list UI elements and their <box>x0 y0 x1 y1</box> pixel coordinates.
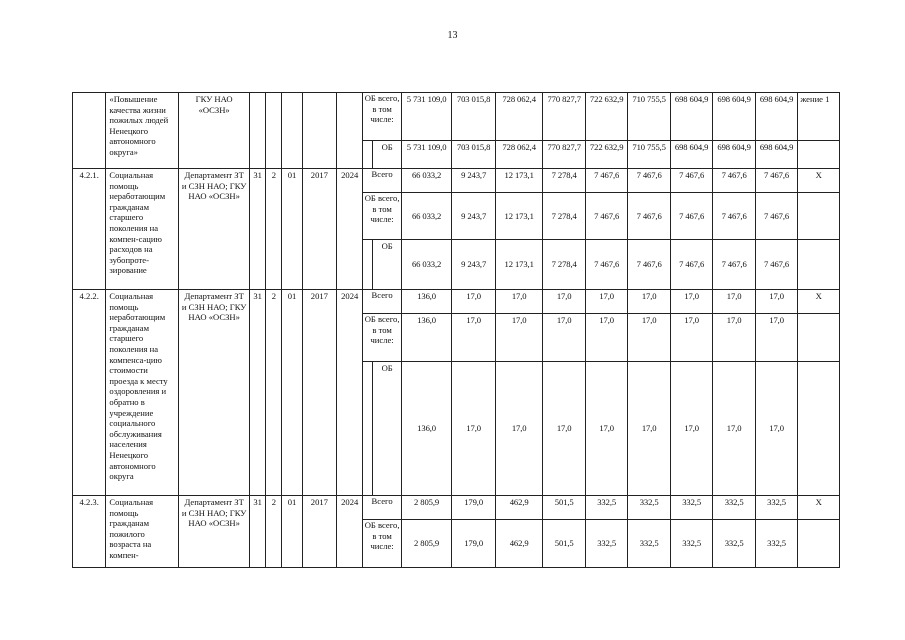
value-cell: 7 467,6 <box>713 240 755 290</box>
value-cell: 722 632,9 <box>585 93 627 141</box>
source-cell: Всего <box>363 290 401 314</box>
value-cell: 136,0 <box>401 314 452 362</box>
value-cell: 7 467,6 <box>585 193 627 240</box>
value-cell: 12 173,1 <box>495 193 543 240</box>
code-cell: 31 <box>250 496 266 568</box>
value-cell: 17,0 <box>452 314 496 362</box>
value-cell: 179,0 <box>452 496 496 520</box>
value-cell: 17,0 <box>628 290 670 314</box>
value-cell: 728 062,4 <box>495 93 543 141</box>
code-cell: 01 <box>282 169 302 290</box>
value-cell: 17,0 <box>543 314 585 362</box>
value-cell: 7 467,6 <box>755 240 797 290</box>
source-cell: ОБ всего, в том числе: <box>363 520 401 568</box>
value-cell: 17,0 <box>713 362 755 496</box>
table-row <box>73 290 840 314</box>
value-cell: 7 467,6 <box>670 169 712 193</box>
value-cell: 17,0 <box>495 362 543 496</box>
row-name: «Повышение качества жизни пожилых людей Ненецкого автономного округа» <box>106 93 179 169</box>
value-cell: 17,0 <box>670 314 712 362</box>
value-cell: 698 604,9 <box>755 93 797 141</box>
value-cell: 501,5 <box>543 496 585 520</box>
value-cell: 462,9 <box>495 520 543 568</box>
code-cell: 2024 <box>337 169 363 290</box>
value-cell: 9 243,7 <box>452 193 496 240</box>
source-cell: ОБ <box>373 240 401 290</box>
value-cell: 332,5 <box>755 520 797 568</box>
value-cell: 332,5 <box>585 520 627 568</box>
value-cell: 7 278,4 <box>543 193 585 240</box>
value-cell: 770 827,7 <box>543 141 585 169</box>
value-cell: 12 173,1 <box>495 240 543 290</box>
row-name: Социальная помощь неработающим гражданам старшего поколения на компен-сацию расходов на зубопроте-зирование <box>106 169 179 290</box>
value-cell: 7 467,6 <box>713 193 755 240</box>
row-executor: Департамент ЗТ и СЗН НАО; ГКУ НАО «ОСЗН» <box>179 290 250 496</box>
row-id <box>73 93 106 169</box>
note-cell <box>798 314 840 362</box>
code-cell: 2024 <box>337 290 363 496</box>
value-cell: 7 467,6 <box>585 169 627 193</box>
value-cell: 7 467,6 <box>628 240 670 290</box>
value-cell: 7 278,4 <box>543 169 585 193</box>
code-cell <box>282 93 302 169</box>
value-cell: 12 173,1 <box>495 169 543 193</box>
code-cell: 31 <box>250 290 266 496</box>
source-indent <box>363 240 373 290</box>
value-cell: 2 805,9 <box>401 520 452 568</box>
note-cell <box>798 520 840 568</box>
value-cell: 17,0 <box>495 290 543 314</box>
source-cell: ОБ <box>373 141 401 169</box>
value-cell: 17,0 <box>585 362 627 496</box>
code-cell: 2017 <box>302 169 336 290</box>
value-cell: 17,0 <box>755 362 797 496</box>
value-cell: 7 467,6 <box>713 169 755 193</box>
value-cell: 332,5 <box>628 496 670 520</box>
code-cell: 01 <box>282 290 302 496</box>
code-cell: 2017 <box>302 290 336 496</box>
value-cell: 7 467,6 <box>755 193 797 240</box>
table-row <box>73 93 840 141</box>
code-cell: 01 <box>282 496 302 568</box>
value-cell: 66 033,2 <box>401 240 452 290</box>
value-cell: 332,5 <box>713 520 755 568</box>
note-cell <box>798 193 840 240</box>
value-cell: 17,0 <box>543 290 585 314</box>
value-cell: 179,0 <box>452 520 496 568</box>
value-cell: 17,0 <box>495 314 543 362</box>
source-cell: Всего <box>363 496 401 520</box>
table-row <box>73 496 840 520</box>
value-cell: 17,0 <box>755 290 797 314</box>
note-cell: X <box>798 290 840 314</box>
page-number: 13 <box>447 30 458 41</box>
value-cell: 462,9 <box>495 496 543 520</box>
value-cell: 17,0 <box>543 362 585 496</box>
value-cell: 710 755,5 <box>628 141 670 169</box>
code-cell: 2 <box>266 496 282 568</box>
row-executor: ГКУ НАО «ОСЗН» <box>179 93 250 169</box>
table-row <box>73 169 840 193</box>
source-cell: ОБ <box>373 362 401 496</box>
source-cell: ОБ всего, в том числе: <box>363 93 401 141</box>
value-cell: 703 015,8 <box>452 141 496 169</box>
value-cell: 7 467,6 <box>755 169 797 193</box>
value-cell: 17,0 <box>628 362 670 496</box>
value-cell: 9 243,7 <box>452 240 496 290</box>
source-indent <box>363 141 373 169</box>
value-cell: 17,0 <box>755 314 797 362</box>
value-cell: 698 604,9 <box>713 93 755 141</box>
value-cell: 2 805,9 <box>401 496 452 520</box>
note-cell <box>798 362 840 496</box>
row-name: Социальная помощь неработающим гражданам старшего поколения на компенса-цию стоимости проезда к месту оздоровления и обратно в учреждение социального обслуживания населения Ненецкого автономного округа <box>106 290 179 496</box>
value-cell: 66 033,2 <box>401 169 452 193</box>
source-cell: ОБ всего, в том числе: <box>363 193 401 240</box>
note-cell: жение 1 <box>798 93 840 141</box>
value-cell: 698 604,9 <box>670 93 712 141</box>
value-cell: 332,5 <box>713 496 755 520</box>
value-cell: 7 278,4 <box>543 240 585 290</box>
value-cell: 710 755,5 <box>628 93 670 141</box>
code-cell: 2 <box>266 169 282 290</box>
value-cell: 332,5 <box>628 520 670 568</box>
value-cell: 17,0 <box>713 314 755 362</box>
code-cell: 31 <box>250 169 266 290</box>
row-name: Социальная помощь гражданам пожилого возраста на компен- <box>106 496 179 568</box>
value-cell: 17,0 <box>670 362 712 496</box>
value-cell: 7 467,6 <box>585 240 627 290</box>
value-cell: 728 062,4 <box>495 141 543 169</box>
value-cell: 698 604,9 <box>755 141 797 169</box>
value-cell: 703 015,8 <box>452 93 496 141</box>
row-id: 4.2.1. <box>73 169 106 290</box>
code-cell <box>302 93 336 169</box>
value-cell: 17,0 <box>452 290 496 314</box>
code-cell: 2017 <box>302 496 336 568</box>
code-cell: 2 <box>266 290 282 496</box>
value-cell: 698 604,9 <box>713 141 755 169</box>
note-cell <box>798 240 840 290</box>
row-id: 4.2.2. <box>73 290 106 496</box>
value-cell: 17,0 <box>452 362 496 496</box>
value-cell: 722 632,9 <box>585 141 627 169</box>
value-cell: 7 467,6 <box>670 240 712 290</box>
value-cell: 17,0 <box>628 314 670 362</box>
value-cell: 770 827,7 <box>543 93 585 141</box>
source-cell: Всего <box>363 169 401 193</box>
code-cell <box>337 93 363 169</box>
code-cell: 2024 <box>337 496 363 568</box>
value-cell: 332,5 <box>585 496 627 520</box>
value-cell: 17,0 <box>670 290 712 314</box>
value-cell: 7 467,6 <box>628 169 670 193</box>
note-cell: X <box>798 169 840 193</box>
value-cell: 136,0 <box>401 362 452 496</box>
source-cell: ОБ всего, в том числе: <box>363 314 401 362</box>
value-cell: 332,5 <box>670 496 712 520</box>
value-cell: 17,0 <box>713 290 755 314</box>
value-cell: 17,0 <box>585 290 627 314</box>
program-table <box>72 92 840 568</box>
row-executor: Департамент ЗТ и СЗН НАО; ГКУ НАО «ОСЗН» <box>179 496 250 568</box>
value-cell: 332,5 <box>755 496 797 520</box>
value-cell: 5 731 109,0 <box>401 141 452 169</box>
value-cell: 5 731 109,0 <box>401 93 452 141</box>
value-cell: 7 467,6 <box>628 193 670 240</box>
source-indent <box>363 362 373 496</box>
value-cell: 7 467,6 <box>670 193 712 240</box>
value-cell: 136,0 <box>401 290 452 314</box>
value-cell: 17,0 <box>585 314 627 362</box>
value-cell: 9 243,7 <box>452 169 496 193</box>
code-cell <box>266 93 282 169</box>
note-cell: X <box>798 496 840 520</box>
row-id: 4.2.3. <box>73 496 106 568</box>
value-cell: 698 604,9 <box>670 141 712 169</box>
code-cell <box>250 93 266 169</box>
value-cell: 501,5 <box>543 520 585 568</box>
value-cell: 66 033,2 <box>401 193 452 240</box>
note-cell <box>798 141 840 169</box>
row-executor: Департамент ЗТ и СЗН НАО; ГКУ НАО «ОСЗН» <box>179 169 250 290</box>
value-cell: 332,5 <box>670 520 712 568</box>
